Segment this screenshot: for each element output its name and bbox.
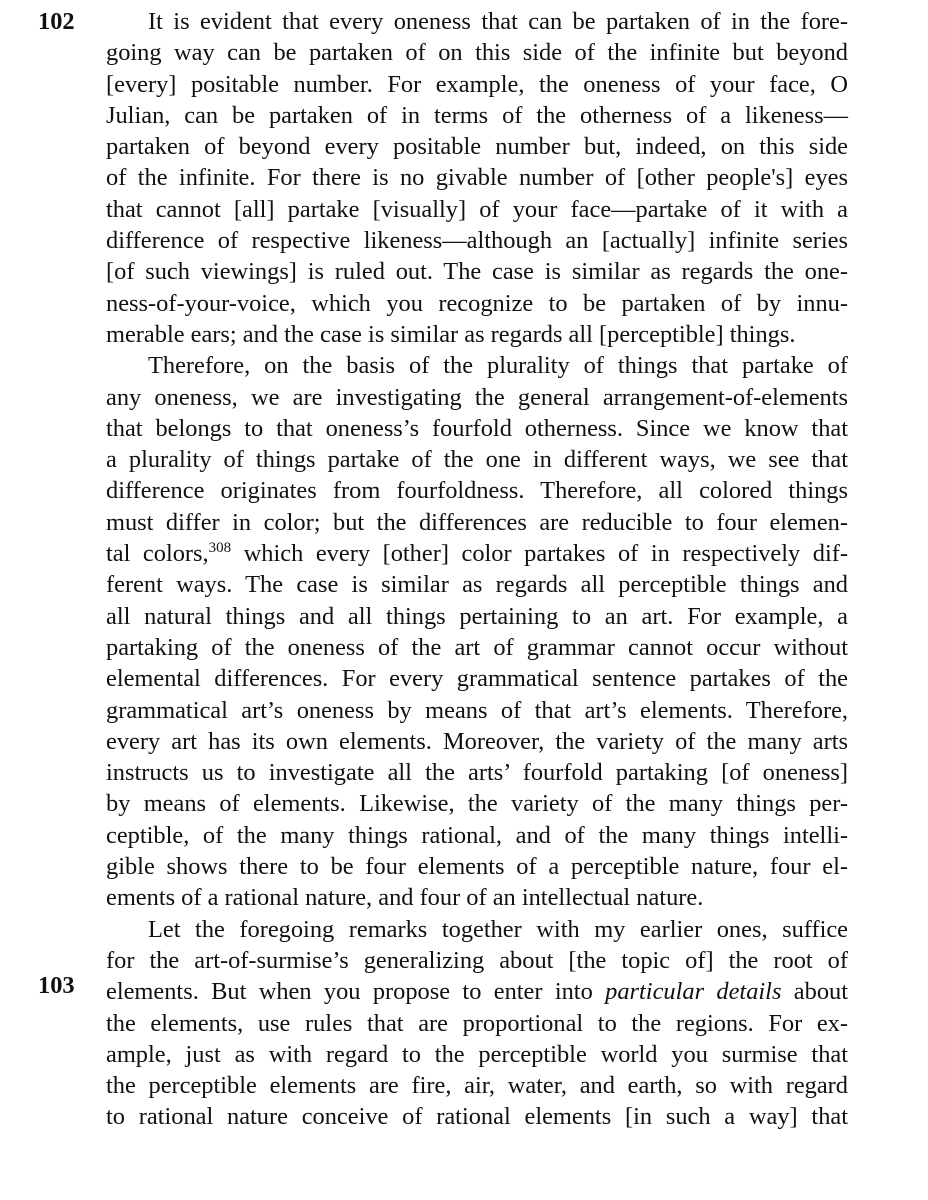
text-line: instructs us to investigate all the arts’ fourfold partaking [of oneness] bbox=[106, 759, 848, 787]
text-line: grammatical art’s oneness by means of that art’s elements. Therefore, bbox=[106, 696, 848, 724]
text-line: ferent ways. The case is similar as regards all perceptible things and bbox=[106, 571, 848, 599]
text-fragment: about bbox=[781, 978, 848, 1006]
text-line bbox=[106, 538, 848, 569]
margin-section-number: 103 bbox=[38, 972, 75, 999]
footnote-reference: 308 bbox=[208, 540, 232, 557]
text-fragment: which every [other] color partakes of in respectively dif- bbox=[231, 540, 848, 568]
text-line: by means of elements. Likewise, the variety of the many things per- bbox=[106, 790, 848, 818]
text-line: going way can be partaken of on this side of the infinite but beyond bbox=[106, 39, 848, 67]
text-line: ness-of-your-voice, which you recognize to be partaken of by innu- bbox=[106, 289, 848, 317]
body-text bbox=[106, 6, 848, 1133]
text-line: for the art-of-surmise’s generalizing about [the topic of] the root of bbox=[106, 946, 848, 974]
text-line: gible shows there to be four elements of a perceptible nature, four el- bbox=[106, 853, 848, 881]
text-line: difference originates from fourfoldness. Therefore, all colored things bbox=[106, 477, 848, 505]
text-line: partaking of the oneness of the art of grammar cannot occur without bbox=[106, 633, 848, 661]
text-line: Therefore, on the basis of the plurality of things that partake of bbox=[148, 352, 848, 380]
text-line: ample, just as with regard to the perceptible world you surmise that bbox=[106, 1040, 848, 1068]
text-line: Julian, can be partaken of in terms of the otherness of a likeness— bbox=[106, 101, 848, 129]
emphasis-text: particular details bbox=[605, 978, 782, 1006]
text-line: partaken of beyond every positable number but, indeed, on this side bbox=[106, 133, 848, 161]
text-line: difference of respective likeness—although an [actually] infinite series bbox=[106, 227, 848, 255]
text-line: [every] positable number. For example, the oneness of your face, O bbox=[106, 70, 848, 98]
text-line: of the infinite. For there is no givable number of [other people's] eyes bbox=[106, 164, 848, 192]
text-line: to rational nature conceive of rational elements [in such a way] that bbox=[106, 1103, 848, 1131]
text-line: all natural things and all things pertaining to an art. For example, a bbox=[106, 602, 848, 630]
text-line: that belongs to that oneness’s fourfold otherness. Since we know that bbox=[106, 414, 848, 442]
text-line: elemental differences. For every grammatical sentence partakes of the bbox=[106, 665, 848, 693]
text-line: a plurality of things partake of the one in different ways, we see that bbox=[106, 446, 848, 474]
text-line: [of such viewings] is ruled out. The case is similar as regards the one- bbox=[106, 258, 848, 286]
text-line: that cannot [all] partake [visually] of your face—partake of it with a bbox=[106, 195, 848, 223]
text-fragment: elements. But when you propose to enter into bbox=[106, 978, 606, 1006]
margin-section-number: 102 bbox=[38, 8, 75, 35]
text-line: the perceptible elements are fire, air, water, and earth, so with regard bbox=[106, 1072, 848, 1100]
text-line: any oneness, we are investigating the general arrangement-of-elements bbox=[106, 383, 848, 411]
text-line: every art has its own elements. Moreover, the variety of the many arts bbox=[106, 727, 848, 755]
text-line: merable ears; and the case is similar as regards all [perceptible] things. bbox=[106, 320, 796, 348]
text-line bbox=[106, 976, 848, 1007]
text-fragment: tal colors, bbox=[106, 540, 209, 568]
text-line: the elements, use rules that are proportional to the regions. For ex- bbox=[106, 1009, 848, 1037]
text-line: Let the foregoing remarks together with my earlier ones, suffice bbox=[148, 915, 848, 943]
text-line: ceptible, of the many things rational, and of the many things intelli- bbox=[106, 821, 848, 849]
text-line: must differ in color; but the differences are reducible to four elemen- bbox=[106, 508, 848, 536]
text-line: It is evident that every oneness that can be partaken of in the fore- bbox=[148, 8, 848, 35]
text-line: ements of a rational nature, and four of an intellectual nature. bbox=[106, 884, 704, 912]
